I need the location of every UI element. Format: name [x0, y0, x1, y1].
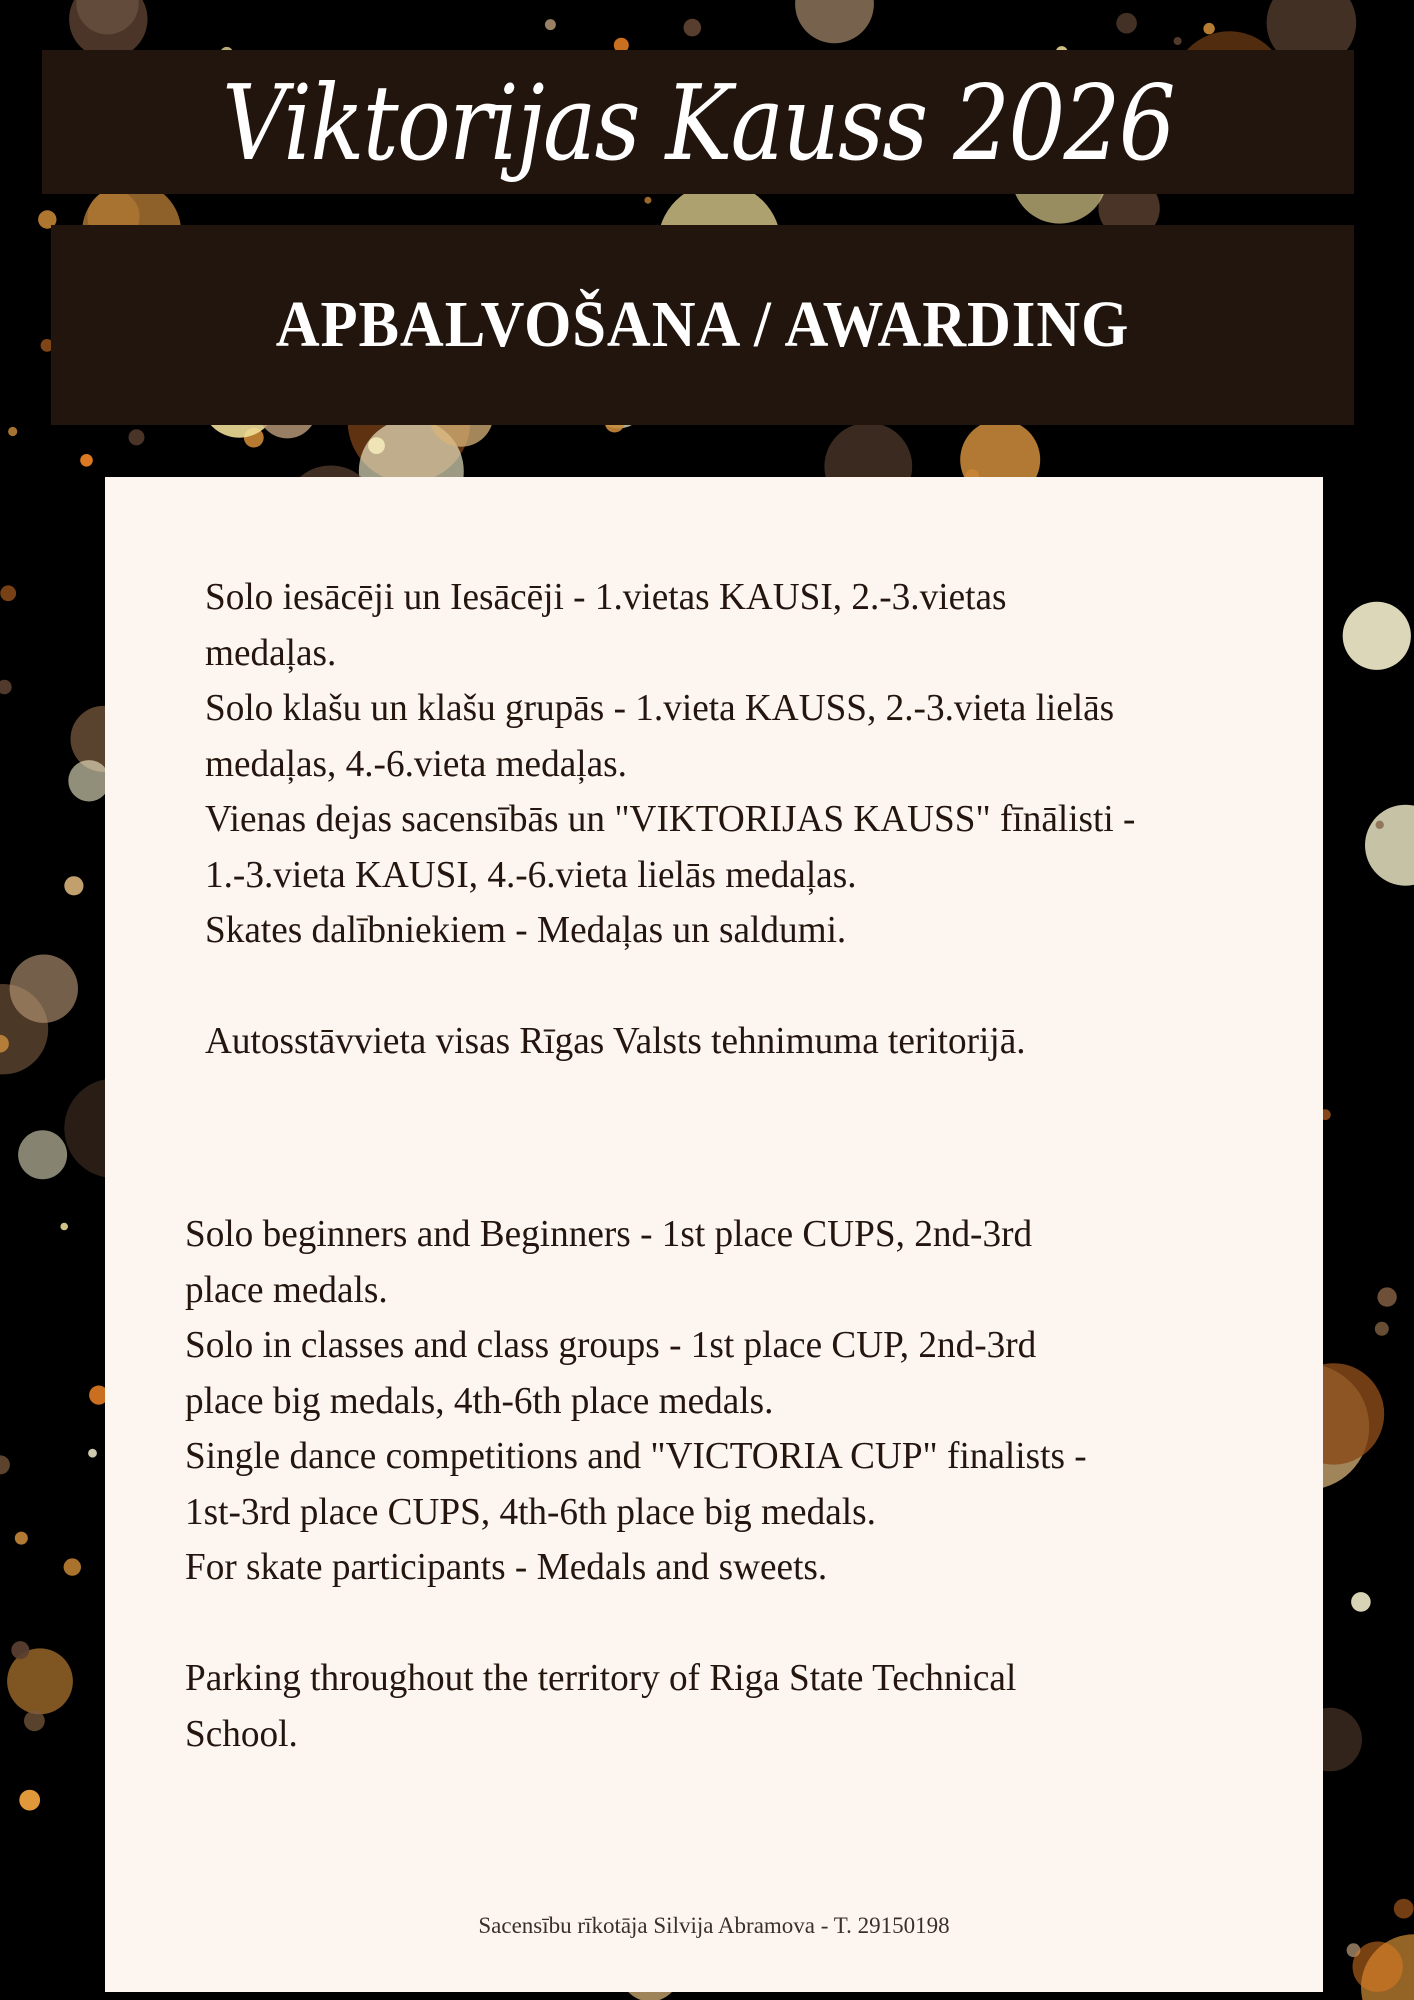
bokeh-dot — [1174, 37, 1182, 45]
bokeh-dot — [64, 876, 83, 895]
bokeh-dot — [8, 427, 17, 436]
bokeh-dot — [0, 1455, 10, 1474]
latvian-section — [205, 570, 1305, 1070]
bokeh-dot — [1376, 821, 1384, 829]
bokeh-dot — [19, 1790, 40, 1811]
bokeh-dot — [1351, 1592, 1371, 1612]
english-line: place big medals, 4th-6th place medals. — [185, 1379, 774, 1422]
content-card — [105, 477, 1323, 1992]
bokeh-dot — [80, 454, 93, 467]
organizer-contact: Sacensību rīkotāja Silvija Abramova - T. 29150198 — [478, 1913, 950, 1938]
english-line: Solo beginners and Beginners - 1st place CUPS, 2nd-3rd — [185, 1213, 1033, 1255]
english-line: place medals. — [185, 1268, 388, 1311]
bokeh-dot — [545, 19, 556, 30]
english-parking: Parking throughout the territory of Riga State Technical — [185, 1657, 1017, 1699]
latvian-line: Solo iesācēji un Iesācēji - 1.vietas KAUSI, 2.-3.vietas — [205, 576, 1007, 618]
latvian-line: medaļas, 4.-6.vieta medaļas. — [205, 742, 627, 785]
latvian-line: 1.-3.vieta KAUSI, 4.-6.vieta lielās medaļas. — [205, 853, 857, 896]
english-line: Solo in classes and class groups - 1st place CUP, 2nd-3rd — [185, 1324, 1037, 1366]
english-parking: School. — [185, 1712, 298, 1755]
bokeh-dot — [0, 585, 16, 601]
subtitle-banner — [51, 225, 1354, 425]
bokeh-dot — [1343, 602, 1411, 670]
bokeh-dot — [11, 1641, 29, 1659]
bokeh-dot — [644, 197, 651, 204]
latvian-parking: Autosstāvvieta visas Rīgas Valsts tehnimuma teritorijā. — [205, 1020, 1026, 1062]
bokeh-dot — [795, 0, 874, 43]
latvian-line: Vienas dejas sacensībās un "VIKTORIJAS KAUSS" fīnālisti - — [205, 798, 1136, 840]
bokeh-dot — [64, 1558, 81, 1575]
bokeh-dot — [684, 19, 702, 37]
bokeh-dot — [24, 1710, 45, 1731]
bokeh-dot — [68, 760, 109, 801]
bokeh-dot — [1377, 1287, 1396, 1306]
bokeh-dot — [10, 955, 78, 1023]
bokeh-dot — [88, 1449, 97, 1458]
bokeh-dot — [1116, 13, 1137, 34]
english-line: For skate participants - Medals and sweets. — [185, 1546, 828, 1588]
latvian-line: medaļas. — [205, 631, 337, 674]
poster-subtitle: APBALVOŠANA / AWARDING — [275, 288, 1130, 361]
bokeh-dot — [0, 680, 12, 695]
bokeh-dot — [60, 1223, 68, 1231]
bokeh-dot — [15, 1532, 28, 1545]
english-line: Single dance competitions and "VICTORIA CUP" finalists - — [185, 1435, 1087, 1477]
spacer — [205, 959, 1305, 1015]
bokeh-dot — [1203, 23, 1214, 34]
latvian-line: Skates dalībniekiem - Medaļas un saldumi. — [205, 909, 847, 951]
bokeh-dot — [1375, 1322, 1389, 1336]
english-line: 1st-3rd place CUPS, 4th-6th place big medals. — [185, 1490, 876, 1533]
bokeh-dot — [1394, 1899, 1414, 1919]
bokeh-dot — [129, 429, 145, 445]
latvian-line: Solo klašu un klašu grupās - 1.vieta KAUSS, 2.-3.vieta lielās — [205, 687, 1115, 729]
bokeh-dot — [1365, 805, 1414, 886]
bokeh-dot — [18, 1130, 67, 1179]
bokeh-dot — [1353, 1942, 1403, 1992]
title-banner — [42, 50, 1354, 194]
poster-title: Viktorijas Kauss 2026 — [222, 62, 1174, 184]
spacer — [185, 1596, 1285, 1652]
english-section — [185, 1207, 1285, 1762]
